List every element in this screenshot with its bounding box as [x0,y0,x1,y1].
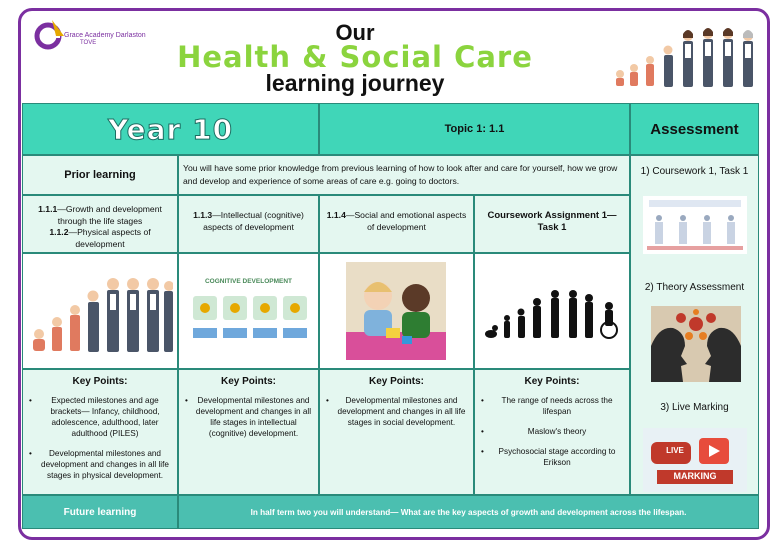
subtopic-1-1-3-text: —Intellectual (cognitive) aspects of development [203,210,304,232]
logo-mark-icon [34,18,68,52]
assessment-item-theory: 2) Theory Assessment [644,282,745,293]
key-points-list-2 [179,387,318,439]
assessment-heading: Assessment [630,103,759,155]
logo-sub: TOVE [80,40,97,46]
future-learning-text: In half term two you will understand— What are the key aspects of growth and development across the lifespan. [178,495,759,529]
key-point-item: • Maslow's theory [481,426,623,437]
logo-text: Grace Academy Darlaston [64,32,146,39]
learning-journey-table [22,103,759,530]
assessment-item-live-marking: 3) Live Marking [660,402,729,413]
subtopic-1-1-4-text: —Social and emotional aspects of development [345,210,467,232]
coursework-assignment-heading: Coursework Assignment 1—Task 1 [474,195,630,253]
subtopic-1-1-1-heading [22,195,178,253]
life-stages-growth-image [29,272,173,356]
key-points-col2 [178,369,319,495]
assessment-column [630,155,759,495]
prior-learning-label: Prior learning [22,155,178,195]
key-points-col1 [22,369,178,495]
assessment-item-coursework: 1) Coursework 1, Task 1 [640,166,749,177]
key-points-col4 [474,369,630,495]
human-lifespan-silhouettes [481,284,625,340]
key-points-title: Key Points: [220,376,276,387]
subtopic-1-1-1-code: 1.1.1 [38,204,58,214]
key-point-item: • Expected milestones and age brackets— Infancy, childhood, adolescence, adulthood, later adulthood (PILES) [29,395,171,439]
key-point-item: • Developmental milestones and development and changes in all life stages in physical development. [29,448,171,481]
key-points-list-1 [23,387,177,481]
subtopic-1-1-3-heading [178,195,319,253]
future-learning-label: Future learning [22,495,178,529]
subtopic-1-1-2-text: —Physical aspects of development [68,227,151,249]
live-badge: LIVE [666,446,684,455]
subtopic-1-1-3-code: 1.1.3 [193,210,213,220]
subtopic-1-1-1-text: —Growth and development through the life stages [57,204,162,226]
image-cell-cognitive [178,253,319,369]
page-title: Health & Social Care [177,40,533,74]
image-cell-social [319,253,474,369]
school-logo [34,18,144,52]
key-point-item: • Psychosocial stage according to Erikson [481,446,623,468]
topic-heading: Topic 1: 1.1 [319,103,630,155]
children-playing-photo [346,262,446,360]
key-point-item: • Developmental milestones and development and changes in all life stages in social development. [326,395,467,428]
year-heading: Year 10 [22,103,319,155]
key-points-title: Key Points: [368,376,424,387]
title-our: Our [335,20,375,45]
theory-heads-gears-image [651,306,741,382]
coursework-infographic-image [643,196,747,254]
subtopic-1-1-4-heading [319,195,474,253]
key-points-title: Key Points: [524,376,580,387]
prior-learning-text: You will have some prior knowledge from previous learning of how to look after and care for yourself, how we grow and develop and experience of some areas of care e.g. going to doctors. [178,155,630,195]
cognitive-image-title: COGNITIVE DEVELOPMENT [204,278,293,285]
key-points-col3 [319,369,474,495]
marking-label: MARKING [673,471,717,481]
subtopic-1-1-2-code: 1.1.2 [49,227,69,237]
image-cell-life-stages [22,253,178,369]
key-point-item: • Developmental milestones and development and changes in all life stages in intellectual (cognitive) development. [185,395,312,439]
key-points-title: Key Points: [72,376,128,387]
key-points-list-3 [320,387,473,428]
live-marking-image [643,428,747,492]
key-points-list-4 [475,387,629,468]
cognitive-development-diagram [191,290,309,346]
image-cell-evolution [474,253,630,369]
life-stages-people-illustration [612,24,762,94]
subtopic-1-1-4-code: 1.1.4 [326,210,346,220]
key-point-item: • The range of needs across the lifespan [481,395,623,417]
title-subtitle: learning journey [265,70,445,96]
